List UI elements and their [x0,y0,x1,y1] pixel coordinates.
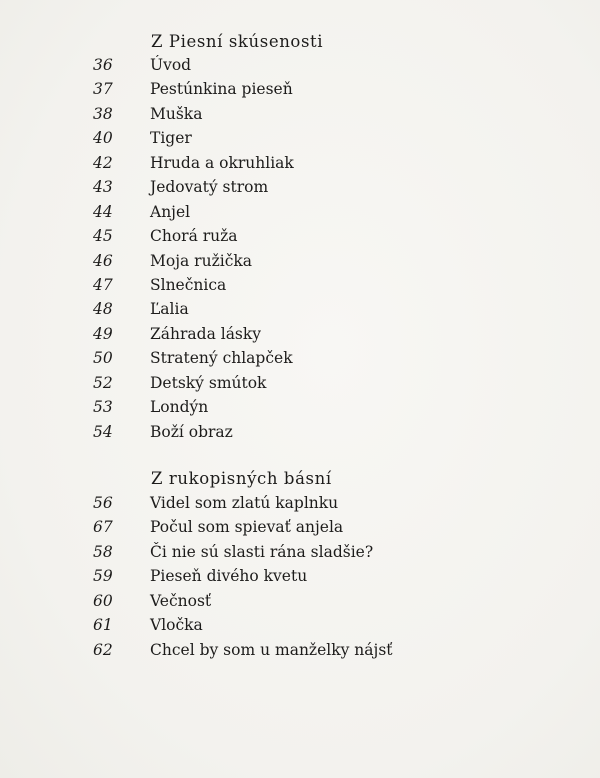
toc-entry-title: Počul som spievať anjela [150,518,344,536]
toc-entry-title: Záhrada lásky [150,325,262,343]
toc-entry-title: Londýn [150,398,209,416]
toc-page-number: 61 [93,616,113,634]
toc-entry [0,349,600,374]
toc-entry [0,203,600,228]
toc-entry [0,567,600,592]
toc-entry [0,129,600,154]
toc-page-number: 50 [93,349,113,367]
toc-page-number: 42 [93,154,113,172]
toc-page-number: 59 [93,567,113,585]
toc-page-number: 54 [93,423,113,441]
toc-entry-title: Stratený chlapček [150,349,293,367]
toc-entry-title: Chorá ruža [150,227,238,245]
toc-entry-title: Hruda a okruhliak [150,154,294,172]
toc-entry-title: Tiger [150,129,192,147]
section-title-piesne-skusenosti: Z Piesní skúsenosti [151,32,324,51]
toc-entry-title: Jedovatý strom [150,178,269,196]
toc-entry-title: Videl som zlatú kaplnku [150,494,339,512]
toc-entry [0,227,600,252]
toc-page-number: 62 [93,641,113,659]
toc-page-number: 38 [93,105,113,123]
toc-page-number: 40 [93,129,113,147]
toc-entry [0,494,600,519]
toc-entry [0,105,600,130]
toc-entry [0,178,600,203]
toc-entry [0,80,600,105]
toc-entry [0,56,600,81]
toc-entry [0,276,600,301]
toc-entry-title: Slnečnica [150,276,227,294]
toc-entry-title: Večnosť [150,592,212,610]
toc-page-number: 47 [93,276,113,294]
toc-entry [0,325,600,350]
toc-entry-title: Muška [150,105,203,123]
toc-page-number: 43 [93,178,113,196]
toc-page-number: 52 [93,374,113,392]
toc-entry [0,300,600,325]
toc-page-number: 49 [93,325,113,343]
toc-entry [0,252,600,277]
toc-entry-title: Moja ružička [150,252,253,270]
toc-entry-title: Vločka [150,616,203,634]
toc-page-number: 36 [93,56,113,74]
toc-page-number: 46 [93,252,113,270]
toc-entry-title: Detský smútok [150,374,267,392]
toc-entry [0,423,600,448]
toc-entry-title: Boží obraz [150,423,233,441]
toc-page-number: 58 [93,543,113,561]
toc-entry [0,398,600,423]
toc-entry [0,616,600,641]
toc-entry-title: Úvod [150,56,192,74]
toc-page-number: 56 [93,494,113,512]
toc-entry-title: Anjel [150,203,191,221]
section-title-rukopisne-basne: Z rukopisných básní [151,469,332,488]
toc-page-number: 53 [93,398,113,416]
toc-page-number: 37 [93,80,113,98]
toc-entry [0,374,600,399]
toc-page-number: 45 [93,227,113,245]
toc-entry-title: Pieseň divého kvetu [150,567,308,585]
toc-page-number: 48 [93,300,113,318]
toc-page-number: 67 [93,518,113,536]
toc-entry [0,543,600,568]
toc-entry-title: Chcel by som u manželky nájsť [150,641,393,659]
toc-entry-title: Pestúnkina pieseň [150,80,293,98]
toc-entry [0,641,600,666]
toc-entry [0,154,600,179]
toc-entry-title: Ľalia [150,300,189,318]
toc-page-number: 60 [93,592,113,610]
toc-entry [0,518,600,543]
toc-entry [0,592,600,617]
toc-entry-title: Či nie sú slasti rána sladšie? [150,543,374,561]
toc-page-number: 44 [93,203,113,221]
